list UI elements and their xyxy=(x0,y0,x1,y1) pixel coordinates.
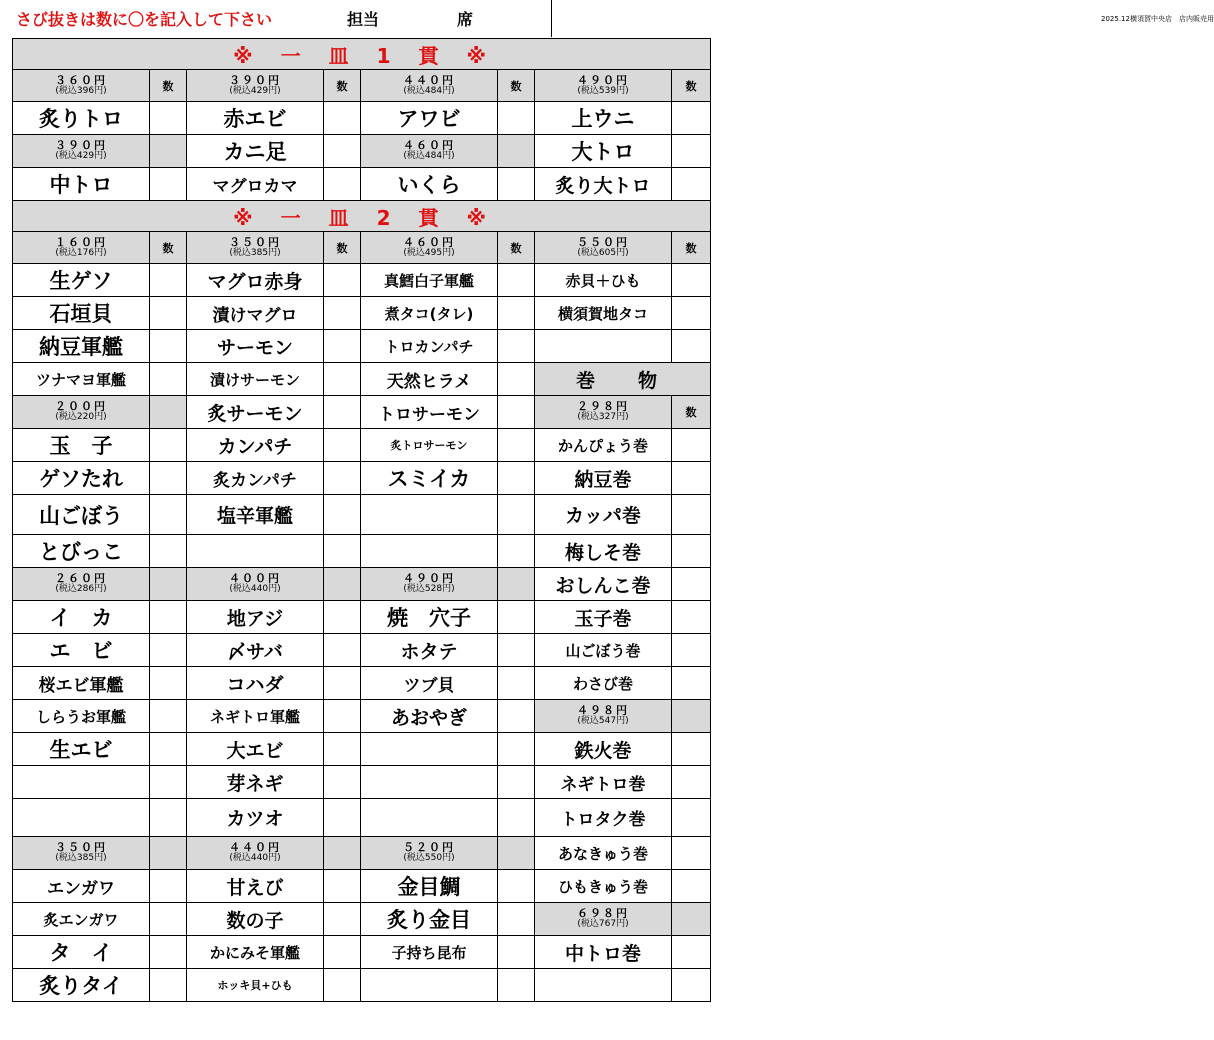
qty-cell-blank xyxy=(150,396,187,429)
qty-cell[interactable] xyxy=(498,495,535,535)
menu-item: 山ごぼう巻 xyxy=(535,634,672,667)
qty-cell[interactable] xyxy=(672,297,711,330)
menu-item: 納豆巻 xyxy=(535,462,672,495)
qty-cell[interactable] xyxy=(324,396,361,429)
qty-header: 数 xyxy=(498,232,535,264)
menu-item: スミイカ xyxy=(361,462,498,495)
qty-cell[interactable] xyxy=(150,903,187,936)
qty-cell[interactable] xyxy=(324,135,361,168)
menu-item: いくら xyxy=(361,168,498,201)
qty-cell[interactable] xyxy=(150,870,187,903)
price-header: ２６０円 (税込286円) xyxy=(13,568,150,601)
menu-item: 〆サバ xyxy=(187,634,324,667)
qty-cell[interactable] xyxy=(672,568,711,601)
staff-label: 担当 xyxy=(347,10,380,29)
menu-item: とびっこ xyxy=(13,535,150,568)
qty-header: 数 xyxy=(672,232,711,264)
price-header: ４９０円 (税込539円) xyxy=(535,70,672,102)
menu-item: しらうお軍艦 xyxy=(13,700,150,733)
qty-cell[interactable] xyxy=(498,363,535,396)
menu-item: 炙カンパチ xyxy=(187,462,324,495)
blank-cell xyxy=(361,495,498,535)
menu-item: イ カ xyxy=(13,601,150,634)
price-header: ４４０円 (税込440円) xyxy=(187,837,324,870)
qty-cell[interactable] xyxy=(498,870,535,903)
menu-item: ツブ貝 xyxy=(361,667,498,700)
menu-item: 赤エビ xyxy=(187,102,324,135)
qty-cell[interactable] xyxy=(150,799,187,837)
menu-item: おしんこ巻 xyxy=(535,568,672,601)
qty-cell[interactable] xyxy=(672,870,711,903)
menu-item: ツナマヨ軍艦 xyxy=(13,363,150,396)
menu-item: ネギトロ軍艦 xyxy=(187,700,324,733)
qty-cell[interactable] xyxy=(672,264,711,297)
menu-item: マグロカマ xyxy=(187,168,324,201)
qty-cell[interactable] xyxy=(498,903,535,936)
menu-item: 桜エビ軍艦 xyxy=(13,667,150,700)
price-header: ４６０円 (税込495円) xyxy=(361,232,498,264)
menu-item: ホタテ xyxy=(361,634,498,667)
menu-item: カッパ巻 xyxy=(535,495,672,535)
menu-item: トロサーモン xyxy=(361,396,498,429)
qty-cell[interactable] xyxy=(150,733,187,766)
qty-cell[interactable] xyxy=(672,135,711,168)
qty-cell[interactable] xyxy=(150,363,187,396)
menu-item: カンパチ xyxy=(187,429,324,462)
menu-item: 天然ヒラメ xyxy=(361,363,498,396)
price-header: ３５０円 (税込385円) xyxy=(13,837,150,870)
menu-item: 横須賀地タコ xyxy=(535,297,672,330)
qty-cell[interactable] xyxy=(672,429,711,462)
qty-cell-blank xyxy=(672,700,711,733)
menu-item: あおやぎ xyxy=(361,700,498,733)
section-banner-2kan: ※ 一 皿 2 貫 ※ xyxy=(13,201,711,232)
qty-cell[interactable] xyxy=(150,330,187,363)
menu-item: 炙り金目 xyxy=(361,903,498,936)
price-header: １６０円 (税込176円) xyxy=(13,232,150,264)
menu-item: 芽ネギ xyxy=(187,766,324,799)
qty-cell[interactable] xyxy=(150,168,187,201)
qty-cell[interactable] xyxy=(498,799,535,837)
menu-item: 納豆軍艦 xyxy=(13,330,150,363)
qty-cell-blank xyxy=(150,568,187,601)
blank-cell xyxy=(361,969,498,1002)
qty-cell[interactable] xyxy=(150,264,187,297)
qty-cell[interactable] xyxy=(324,462,361,495)
menu-item: ゲソたれ xyxy=(13,462,150,495)
menu-item: マグロ赤身 xyxy=(187,264,324,297)
menu-item: あなきゅう巻 xyxy=(535,837,672,870)
qty-cell[interactable] xyxy=(324,733,361,766)
blank-cell xyxy=(361,766,498,799)
menu-item: 玉 子 xyxy=(13,429,150,462)
qty-cell[interactable] xyxy=(672,667,711,700)
menu-item: 玉子巻 xyxy=(535,601,672,634)
qty-cell[interactable] xyxy=(324,297,361,330)
qty-cell[interactable] xyxy=(672,462,711,495)
qty-cell[interactable] xyxy=(324,264,361,297)
menu-item: 大トロ xyxy=(535,135,672,168)
price-header: ３９０円 (税込429円) xyxy=(187,70,324,102)
menu-item: 石垣貝 xyxy=(13,297,150,330)
qty-cell[interactable] xyxy=(324,363,361,396)
menu-item: コハダ xyxy=(187,667,324,700)
qty-cell[interactable] xyxy=(672,936,711,969)
price-header: ２９８円 (税込327円) xyxy=(535,396,672,429)
qty-cell[interactable] xyxy=(324,936,361,969)
store-box xyxy=(551,0,1214,37)
menu-item: 地アジ xyxy=(187,601,324,634)
store-info: 2025.12横須賀中央店 店内販売用 xyxy=(1101,15,1214,23)
qty-cell[interactable] xyxy=(324,601,361,634)
menu-item: 生エビ xyxy=(13,733,150,766)
qty-cell[interactable] xyxy=(324,168,361,201)
price-header: ５５０円 (税込605円) xyxy=(535,232,672,264)
menu-item: 炙りトロ xyxy=(13,102,150,135)
qty-cell[interactable] xyxy=(324,330,361,363)
qty-cell[interactable] xyxy=(150,969,187,1002)
blank-cell xyxy=(361,535,498,568)
qty-header: 数 xyxy=(324,232,361,264)
qty-cell-blank xyxy=(150,135,187,168)
qty-header: 数 xyxy=(498,70,535,102)
qty-cell-blank xyxy=(672,903,711,936)
menu-item: 炙トロサーモン xyxy=(361,429,498,462)
qty-cell[interactable] xyxy=(672,330,711,363)
qty-cell[interactable] xyxy=(150,535,187,568)
qty-cell[interactable] xyxy=(150,700,187,733)
menu-item: トロカンパチ xyxy=(361,330,498,363)
order-sheet xyxy=(12,0,1214,1040)
menu-item: カニ足 xyxy=(187,135,324,168)
qty-cell[interactable] xyxy=(672,634,711,667)
menu-item: タ イ xyxy=(13,936,150,969)
price-header: ４９８円 (税込547円) xyxy=(535,700,672,733)
qty-cell[interactable] xyxy=(150,102,187,135)
price-header: ４９０円 (税込528円) xyxy=(361,568,498,601)
blank-cell xyxy=(13,766,150,799)
qty-cell[interactable] xyxy=(150,429,187,462)
blank-cell xyxy=(361,799,498,837)
qty-cell[interactable] xyxy=(672,969,711,1002)
qty-cell[interactable] xyxy=(672,733,711,766)
qty-cell[interactable] xyxy=(324,535,361,568)
qty-cell-blank xyxy=(150,837,187,870)
blank-cell xyxy=(535,969,672,1002)
menu-item: 大エビ xyxy=(187,733,324,766)
seat-label: 席 xyxy=(457,10,474,29)
qty-cell[interactable] xyxy=(150,936,187,969)
menu-item: 漬けサーモン xyxy=(187,363,324,396)
qty-cell[interactable] xyxy=(324,799,361,837)
qty-cell[interactable] xyxy=(672,799,711,837)
price-header: ２００円 (税込220円) xyxy=(13,396,150,429)
menu-grid xyxy=(12,38,711,1002)
qty-cell[interactable] xyxy=(324,903,361,936)
menu-item: 鉄火巻 xyxy=(535,733,672,766)
wasabi-note: さび抜きは数に〇を記入して下さい xyxy=(16,10,273,29)
price-header: ３５０円 (税込385円) xyxy=(187,232,324,264)
qty-cell[interactable] xyxy=(672,535,711,568)
price-header: ３６０円 (税込396円) xyxy=(13,70,150,102)
menu-item: 塩辛軍艦 xyxy=(187,495,324,535)
qty-cell[interactable] xyxy=(498,462,535,495)
menu-item: ネギトロ巻 xyxy=(535,766,672,799)
qty-cell[interactable] xyxy=(150,766,187,799)
menu-item: エンガワ xyxy=(13,870,150,903)
menu-item: 炙り大トロ xyxy=(535,168,672,201)
qty-cell[interactable] xyxy=(498,700,535,733)
qty-cell[interactable] xyxy=(324,429,361,462)
qty-cell[interactable] xyxy=(672,766,711,799)
menu-item: 生ゲソ xyxy=(13,264,150,297)
qty-cell-blank xyxy=(498,837,535,870)
price-header: ５２０円 (税込550円) xyxy=(361,837,498,870)
qty-header: 数 xyxy=(672,70,711,102)
qty-cell[interactable] xyxy=(672,102,711,135)
qty-cell[interactable] xyxy=(498,429,535,462)
qty-cell[interactable] xyxy=(150,634,187,667)
qty-cell[interactable] xyxy=(498,168,535,201)
qty-cell[interactable] xyxy=(498,667,535,700)
qty-cell[interactable] xyxy=(498,969,535,1002)
qty-cell[interactable] xyxy=(324,667,361,700)
qty-cell[interactable] xyxy=(672,601,711,634)
qty-cell[interactable] xyxy=(498,601,535,634)
menu-item: 焼 穴子 xyxy=(361,601,498,634)
qty-cell-blank xyxy=(498,135,535,168)
menu-item: かにみそ軍艦 xyxy=(187,936,324,969)
qty-cell[interactable] xyxy=(498,297,535,330)
qty-cell[interactable] xyxy=(672,168,711,201)
makimono-section-label: 巻 物 xyxy=(535,363,711,396)
menu-item: 炙サーモン xyxy=(187,396,324,429)
blank-cell xyxy=(187,535,324,568)
menu-item: 子持ち昆布 xyxy=(361,936,498,969)
blank-cell xyxy=(535,330,672,363)
menu-item: ホッキ貝+ひも xyxy=(187,969,324,1002)
blank-cell xyxy=(13,799,150,837)
qty-cell[interactable] xyxy=(498,264,535,297)
qty-cell[interactable] xyxy=(150,495,187,535)
qty-cell-blank xyxy=(498,568,535,601)
price-header: ４６０円 (税込484円) xyxy=(361,135,498,168)
menu-item: 中トロ巻 xyxy=(535,936,672,969)
qty-cell[interactable] xyxy=(498,936,535,969)
menu-item: 炙りタイ xyxy=(13,969,150,1002)
qty-cell[interactable] xyxy=(324,700,361,733)
qty-cell[interactable] xyxy=(498,330,535,363)
section-banner-1kan: ※ 一 皿 1 貫 ※ xyxy=(13,39,711,70)
qty-cell[interactable] xyxy=(498,535,535,568)
qty-header: 数 xyxy=(150,232,187,264)
qty-header: 数 xyxy=(324,70,361,102)
menu-item: 山ごぼう xyxy=(13,495,150,535)
qty-cell[interactable] xyxy=(498,634,535,667)
qty-header: 数 xyxy=(672,396,711,429)
qty-cell-blank xyxy=(324,837,361,870)
menu-item: サーモン xyxy=(187,330,324,363)
qty-cell[interactable] xyxy=(498,733,535,766)
qty-cell-blank xyxy=(324,568,361,601)
menu-item: 炙エンガワ xyxy=(13,903,150,936)
blank-cell xyxy=(361,733,498,766)
menu-item: ひもきゅう巻 xyxy=(535,870,672,903)
qty-cell[interactable] xyxy=(498,396,535,429)
qty-cell[interactable] xyxy=(150,297,187,330)
qty-header: 数 xyxy=(150,70,187,102)
price-header: ６９８円 (税込767円) xyxy=(535,903,672,936)
qty-cell[interactable] xyxy=(324,969,361,1002)
menu-item: かんぴょう巻 xyxy=(535,429,672,462)
price-header: ４００円 (税込440円) xyxy=(187,568,324,601)
menu-item: 数の子 xyxy=(187,903,324,936)
menu-item: 中トロ xyxy=(13,168,150,201)
menu-item: 漬けマグロ xyxy=(187,297,324,330)
menu-item: 煮タコ(タレ) xyxy=(361,297,498,330)
qty-cell[interactable] xyxy=(324,102,361,135)
menu-item: トロタク巻 xyxy=(535,799,672,837)
menu-item: 甘えび xyxy=(187,870,324,903)
menu-item: エ ビ xyxy=(13,634,150,667)
menu-item: 上ウニ xyxy=(535,102,672,135)
qty-cell[interactable] xyxy=(324,634,361,667)
qty-cell[interactable] xyxy=(324,495,361,535)
qty-cell[interactable] xyxy=(324,766,361,799)
qty-cell[interactable] xyxy=(672,495,711,535)
menu-item: カツオ xyxy=(187,799,324,837)
qty-cell[interactable] xyxy=(150,601,187,634)
qty-cell[interactable] xyxy=(672,837,711,870)
menu-item: アワビ xyxy=(361,102,498,135)
menu-item: 梅しそ巻 xyxy=(535,535,672,568)
menu-item: わさび巻 xyxy=(535,667,672,700)
price-header: ３９０円 (税込429円) xyxy=(13,135,150,168)
qty-cell[interactable] xyxy=(498,766,535,799)
sheet-header xyxy=(12,0,1214,38)
price-header: ４４０円 (税込484円) xyxy=(361,70,498,102)
qty-cell[interactable] xyxy=(498,102,535,135)
qty-cell[interactable] xyxy=(150,462,187,495)
menu-item: 金目鯛 xyxy=(361,870,498,903)
qty-cell[interactable] xyxy=(150,667,187,700)
menu-item: 真鱈白子軍艦 xyxy=(361,264,498,297)
menu-item: 赤貝＋ひも xyxy=(535,264,672,297)
qty-cell[interactable] xyxy=(324,870,361,903)
